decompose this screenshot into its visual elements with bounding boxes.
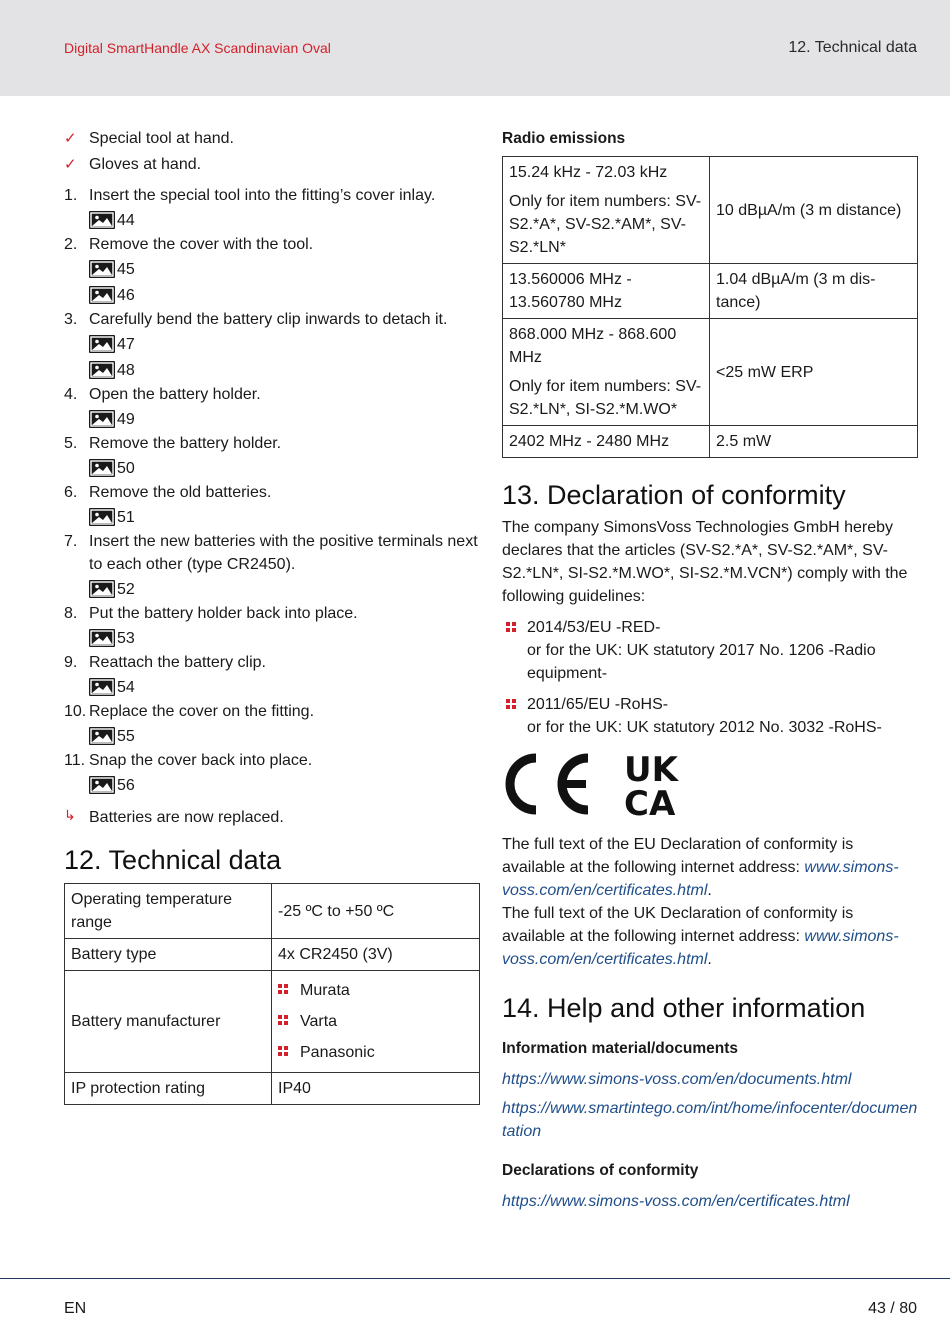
figure-reference xyxy=(89,406,482,432)
step-item xyxy=(64,651,482,700)
eu-certificates-link[interactable]: www.simons-voss.com/en/certificates.html xyxy=(502,859,899,899)
figure-number: 51 xyxy=(117,508,135,526)
guideline-text: 2014/53/EU -RED- xyxy=(527,619,661,636)
ce-mark-logo xyxy=(502,752,594,816)
eu-declaration-text xyxy=(502,833,920,902)
table-cell xyxy=(503,319,710,426)
page-number: 43 / 80 xyxy=(868,1300,917,1317)
step-number: 4. xyxy=(64,386,78,403)
figure-reference xyxy=(89,723,482,749)
footer-language: EN xyxy=(64,1300,87,1317)
table-cell: 13.560006 MHz - 13.560780 MHz xyxy=(503,264,710,319)
figure-reference xyxy=(89,674,482,700)
bullet-icon xyxy=(278,984,288,994)
uk-text: The full text of the UK Declaration of conformity is available at the following internet address: xyxy=(502,905,854,945)
table-cell: -25 ºC to +50 ºC xyxy=(272,884,480,939)
step-text: Remove the old batteries. xyxy=(89,484,272,501)
table-cell: 10 dBµA/m (3 m distance) xyxy=(710,157,918,264)
uk-certificates-link[interactable]: www.simons-voss.com/en/certificates.html xyxy=(502,928,899,968)
result-item xyxy=(64,806,482,829)
step-number: 8. xyxy=(64,605,78,622)
picture-icon xyxy=(89,361,115,379)
table-row xyxy=(503,319,918,426)
step-text: Insert the new batteries with the positive terminals next to each other (type CR2450). xyxy=(89,533,478,573)
eu-text: The full text of the EU Declaration of conformity is available at the following internet address: xyxy=(502,836,854,876)
step-text: Replace the cover on the fitting. xyxy=(89,703,315,720)
figure-number: 55 xyxy=(117,727,135,745)
table-cell: 1.04 dBµA/m (3 m distance) xyxy=(710,264,918,319)
figure-number: 44 xyxy=(117,211,135,229)
figure-reference xyxy=(89,504,482,530)
document-title: Digital SmartHandle AX Scandinavian Oval xyxy=(64,40,331,56)
check-item xyxy=(64,127,482,150)
manufacturer-name: Murata xyxy=(300,982,350,999)
list-item xyxy=(278,1006,473,1037)
figure-reference xyxy=(89,207,482,233)
check-icon: ✓ xyxy=(64,156,77,173)
footer-divider xyxy=(0,1278,950,1279)
result-text: Batteries are now replaced. xyxy=(89,809,284,826)
figure-reference xyxy=(89,256,482,282)
table-row xyxy=(65,939,480,971)
step-text: Remove the cover with the tool. xyxy=(89,236,314,253)
step-number: 3. xyxy=(64,311,78,328)
result-arrow-icon: ↳ xyxy=(64,807,76,823)
step-text: Insert the special tool into the fitting’s cover inlay. xyxy=(89,187,436,204)
step-number: 5. xyxy=(64,435,78,452)
figure-number: 53 xyxy=(117,629,135,647)
table-row xyxy=(503,157,918,264)
figure-number: 45 xyxy=(117,260,135,278)
list-item xyxy=(278,975,473,1006)
picture-icon xyxy=(89,286,115,304)
bullet-icon xyxy=(278,1046,288,1056)
step-text: Carefully bend the battery clip inwards to detach it. xyxy=(89,311,448,328)
left-column xyxy=(64,127,482,1105)
step-item xyxy=(64,233,482,308)
svg-text:UK: UK xyxy=(624,751,678,790)
figure-number: 56 xyxy=(117,776,135,794)
guideline-uk-text: or for the UK: UK statutory 2017 No. 1206 -Radio equipment- xyxy=(527,642,876,682)
step-number: 11. xyxy=(64,752,86,769)
certificates-link[interactable]: https://www.simons-voss.com/en/certificates.html xyxy=(502,1193,850,1210)
check-text: Special tool at hand. xyxy=(89,130,234,147)
figure-reference xyxy=(89,282,482,308)
frequency-text: 868.000 MHz - 868.600 MHz xyxy=(509,326,677,366)
period: . xyxy=(707,882,712,899)
check-item xyxy=(64,153,482,176)
help-heading: 14. Help and other information xyxy=(502,993,866,1023)
figure-reference xyxy=(89,331,482,357)
step-item xyxy=(64,383,482,432)
picture-icon xyxy=(89,459,115,477)
step-number: 1. xyxy=(64,187,78,204)
step-list xyxy=(64,184,482,798)
step-number: 9. xyxy=(64,654,78,671)
radio-emissions-heading: Radio emissions xyxy=(502,130,626,147)
figure-reference xyxy=(89,576,482,602)
table-cell: Battery type xyxy=(65,939,272,971)
table-row xyxy=(65,884,480,939)
picture-icon xyxy=(89,410,115,428)
step-text: Open the battery holder. xyxy=(89,386,261,403)
table-cell: 2.5 mW xyxy=(710,426,918,458)
step-number: 7. xyxy=(64,533,78,550)
check-icon: ✓ xyxy=(64,130,77,147)
step-number: 6. xyxy=(64,484,78,501)
conformity-logos xyxy=(502,749,920,819)
figure-reference xyxy=(89,625,482,651)
step-item xyxy=(64,602,482,651)
item-note: Only for item numbers: SV-S2.*A*, SV-S2.*AM*, SV-S2.*LN* xyxy=(509,193,702,256)
step-number: 2. xyxy=(64,236,78,253)
figure-number: 54 xyxy=(117,678,135,696)
declarations-heading: Declarations of conformity xyxy=(502,1162,699,1179)
uk-declaration-text xyxy=(502,902,920,971)
declaration-heading: 13. Declaration of conformity xyxy=(502,480,846,510)
figure-reference xyxy=(89,455,482,481)
table-cell: 4x CR2450 (3V) xyxy=(272,939,480,971)
step-text: Reattach the battery clip. xyxy=(89,654,266,671)
guideline-uk-text: or for the UK: UK statutory 2012 No. 3032 -RoHS- xyxy=(527,719,882,736)
bullet-icon xyxy=(506,622,516,632)
table-cell: IP40 xyxy=(272,1073,480,1105)
section-title: 12. Technical data xyxy=(788,39,917,56)
picture-icon xyxy=(89,727,115,745)
table-row xyxy=(65,1073,480,1105)
step-item xyxy=(64,184,482,233)
item-note: Only for item numbers: SV-S2.*LN*, SI-S2.*M.WO* xyxy=(509,378,702,418)
table-row xyxy=(503,426,918,458)
figure-number: 47 xyxy=(117,335,135,353)
picture-icon xyxy=(89,580,115,598)
technical-data-heading: 12. Technical data xyxy=(64,845,282,875)
table-row xyxy=(65,971,480,1073)
picture-icon xyxy=(89,678,115,696)
guideline-item xyxy=(502,693,920,739)
declaration-intro: The company SimonsVoss Technologies GmbH hereby declares that the articles (SV-S2.*A*, SV-S2.*AM*, SV-S2.*LN*, SI-S2.*M.WO*, SI-S2.*M.VCN*) comply with the following guidelines: xyxy=(502,519,908,605)
table-cell: <25 mW ERP xyxy=(710,319,918,426)
table-cell: 2402 MHz - 2480 MHz xyxy=(503,426,710,458)
step-item xyxy=(64,432,482,481)
frequency-text: 15.24 kHz - 72.03 kHz xyxy=(509,164,668,181)
guideline-item xyxy=(502,616,920,685)
picture-icon xyxy=(89,508,115,526)
right-column xyxy=(502,127,920,1219)
info-material-heading: Information material/documents xyxy=(502,1040,738,1057)
list-item xyxy=(278,1037,473,1068)
picture-icon xyxy=(89,629,115,647)
period: . xyxy=(707,951,712,968)
step-text: Remove the battery holder. xyxy=(89,435,282,452)
step-item xyxy=(64,530,482,602)
step-text: Snap the cover back into place. xyxy=(89,752,313,769)
radio-emissions-table xyxy=(502,156,918,458)
table-cell: Battery manufacturer xyxy=(65,971,272,1073)
page-header xyxy=(0,0,950,96)
step-item xyxy=(64,481,482,530)
figure-number: 52 xyxy=(117,580,135,598)
step-number: 10. xyxy=(64,703,87,720)
figure-reference xyxy=(89,357,482,383)
ukca-mark-logo xyxy=(624,751,694,817)
documents-link[interactable]: https://www.simons-voss.com/en/documents.html xyxy=(502,1071,852,1088)
step-item xyxy=(64,308,482,383)
check-text: Gloves at hand. xyxy=(89,156,202,173)
guideline-text: 2011/65/EU -RoHS- xyxy=(527,696,669,713)
infocenter-link[interactable]: https://www.smartintego.com/int/home/infocenter/documentation xyxy=(502,1100,918,1140)
picture-icon xyxy=(89,335,115,353)
picture-icon xyxy=(89,211,115,229)
figure-reference xyxy=(89,772,482,798)
picture-icon xyxy=(89,260,115,278)
table-cell xyxy=(272,971,480,1073)
manufacturer-name: Varta xyxy=(300,1013,338,1030)
bullet-icon xyxy=(278,1015,288,1025)
technical-data-table xyxy=(64,883,480,1105)
bullet-icon xyxy=(506,699,516,709)
step-text: Put the battery holder back into place. xyxy=(89,605,358,622)
svg-text:CA: CA xyxy=(624,784,676,817)
figure-number: 48 xyxy=(117,361,135,379)
figure-number: 46 xyxy=(117,286,135,304)
figure-number: 50 xyxy=(117,459,135,477)
table-cell xyxy=(503,157,710,264)
table-cell: IP protection rating xyxy=(65,1073,272,1105)
step-item xyxy=(64,700,482,749)
figure-number: 49 xyxy=(117,410,135,428)
picture-icon xyxy=(89,776,115,794)
table-row xyxy=(503,264,918,319)
table-cell: Operating temperature range xyxy=(65,884,272,939)
manufacturer-name: Panasonic xyxy=(300,1044,375,1061)
step-item xyxy=(64,749,482,798)
